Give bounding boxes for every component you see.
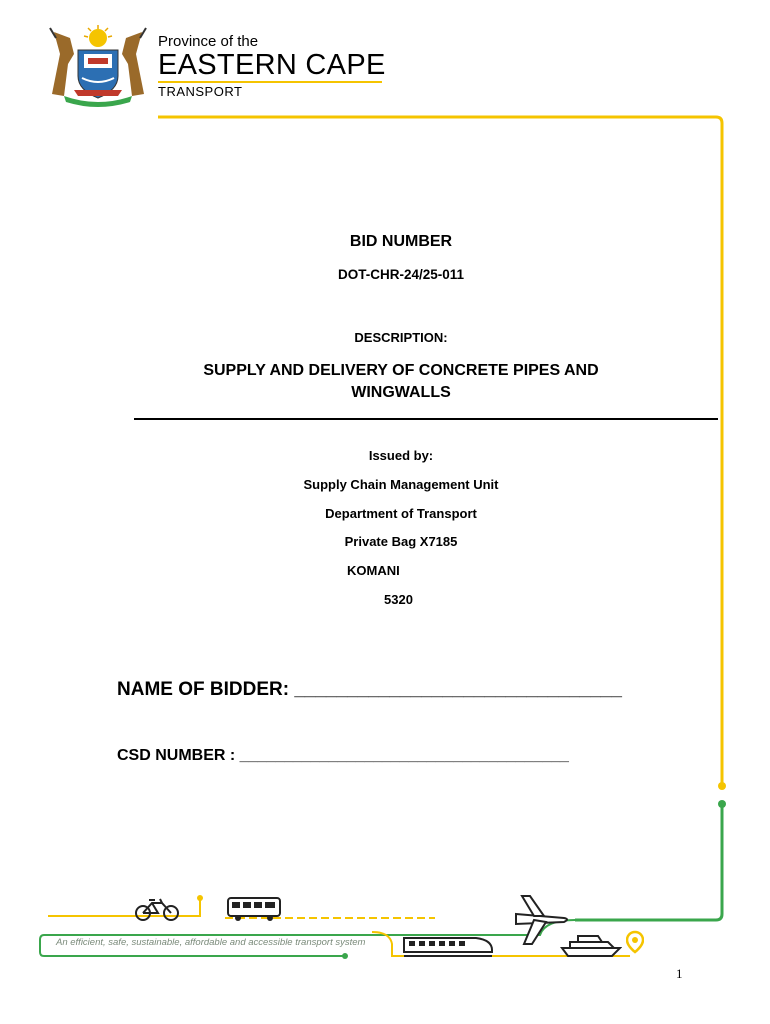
description-line-1: SUPPLY AND DELIVERY OF CONCRETE PIPES AND [203, 362, 599, 379]
description-line-2: WINGWALLS [351, 384, 451, 401]
page-number: 1 [676, 966, 683, 981]
bid-number-label: BID NUMBER [349, 233, 453, 250]
section-divider [134, 418, 718, 420]
issuer-unit: Supply Chain Management Unit [303, 477, 499, 492]
brand-divider [158, 81, 382, 83]
department-brand [158, 34, 386, 99]
issuer-department: Department of Transport [325, 506, 477, 521]
csd-number-field[interactable]: CSD NUMBER : _____________________________________ [117, 747, 569, 764]
province-line: Province of the [158, 33, 259, 50]
bicycle-icon [134, 896, 180, 922]
coat-of-arms-logo [44, 24, 152, 108]
ship-icon [560, 930, 622, 958]
bid-number-value: DOT-CHR-24/25-011 [337, 267, 465, 282]
department-name: TRANSPORT [158, 84, 243, 99]
province-name: EASTERN CAPE [158, 49, 386, 81]
issuer-address: Private Bag X7185 [344, 534, 458, 549]
issuer-town: KOMANI [347, 563, 400, 578]
footer-tagline: An efficient, safe, sustainable, affordable and accessible transport system [56, 937, 366, 948]
description-label: DESCRIPTION: [354, 330, 448, 345]
location-pin-icon [626, 930, 644, 954]
issuer-postal-code: 5320 [384, 592, 413, 607]
issued-by-label: Issued by: [368, 448, 434, 463]
bidder-name-field[interactable]: NAME OF BIDDER: _______________________________ [117, 679, 622, 700]
bus-icon [226, 896, 282, 922]
train-icon [402, 934, 494, 958]
